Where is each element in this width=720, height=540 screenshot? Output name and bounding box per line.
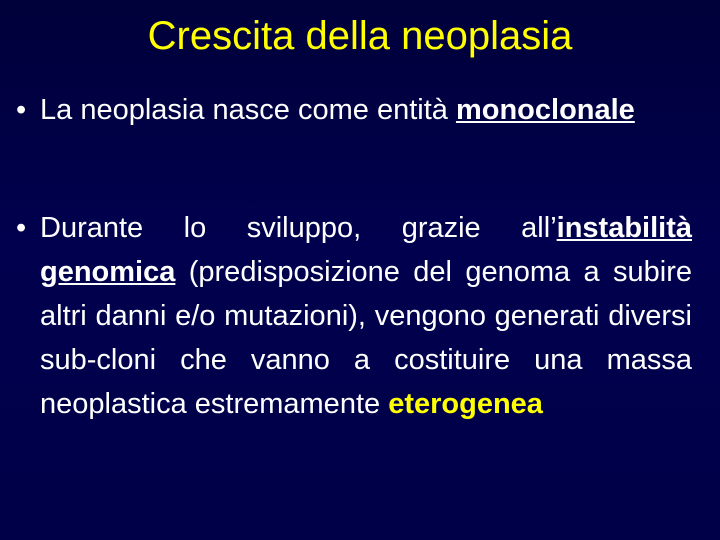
bullet-text-2 (40, 206, 692, 426)
slide-title: Crescita della neoplasia (147, 14, 573, 58)
bullet-text-1 (40, 90, 692, 130)
bullet-2-text-middle: (predisposizione del genoma a subire altri danni e/o mutazioni), vengono generati diversi sub-cloni che vanno a costituire una massa neoplastica estremamente (40, 256, 692, 420)
bullet-2-emphasis: instabilità genomica (40, 212, 692, 288)
bullet-dot: • (16, 94, 27, 126)
bullet-2-text-before: Durante lo sviluppo, grazie all’ (40, 212, 557, 244)
bullet-dot: • (16, 212, 27, 244)
bullet-1-emphasis: monoclonale (455, 94, 635, 126)
bullet-2-highlight: eterogenea (388, 388, 543, 420)
bullet-1-text: La neoplasia nasce come entità (40, 94, 456, 126)
